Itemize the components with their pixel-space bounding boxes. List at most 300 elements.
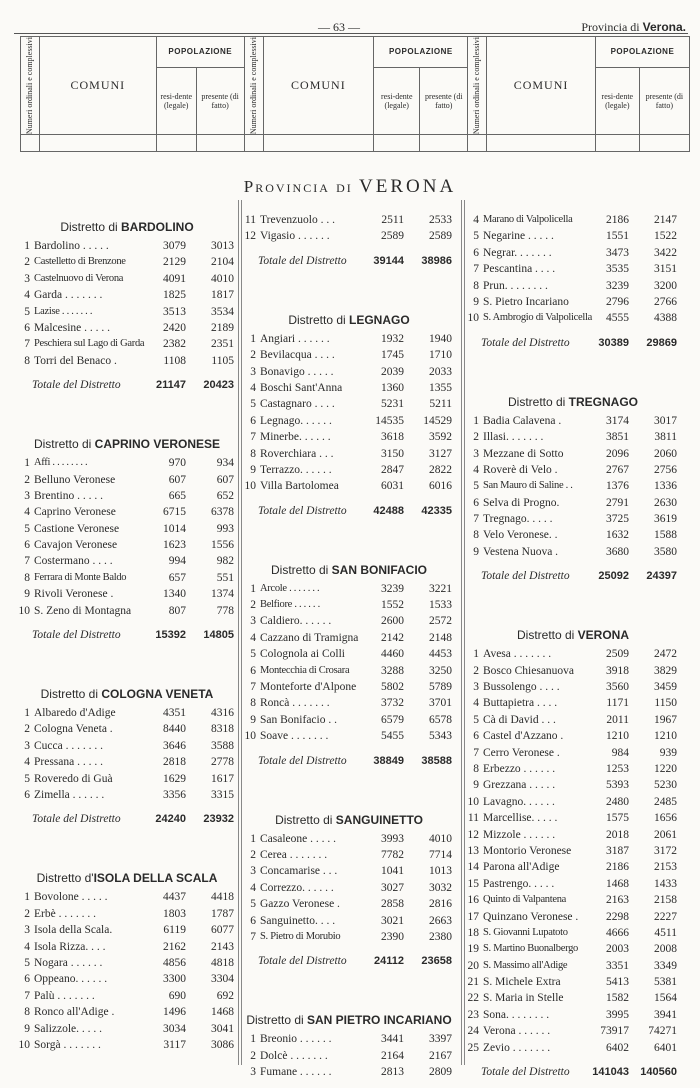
residente-value: 3300 <box>163 973 186 986</box>
district-prefix: Distretto di <box>516 628 578 643</box>
comune-row <box>18 355 236 371</box>
residente-value: 3560 <box>606 681 629 694</box>
comune-number: 1 <box>24 457 30 470</box>
district-gap <box>244 277 454 313</box>
district-prefix: Distretto d' <box>36 871 94 886</box>
presente-value: 2189 <box>211 321 234 334</box>
comune-name: Costermano . . . . <box>34 555 113 568</box>
comune-row <box>18 941 236 957</box>
comune-number: 4 <box>473 463 479 476</box>
comune-number: 2 <box>24 907 30 920</box>
district-total <box>244 255 454 273</box>
residente-value: 3239 <box>606 279 629 292</box>
residente-value: 3117 <box>163 1038 186 1051</box>
comune-name: Ronco all'Adige . <box>34 1006 115 1019</box>
comune-row <box>467 992 679 1008</box>
residente-value: 807 <box>168 604 186 617</box>
presente-value: 1374 <box>211 588 234 601</box>
comune-row <box>244 665 454 681</box>
comune-name: Verona . . . . . . <box>483 1025 551 1038</box>
presente-value: 1533 <box>429 599 452 612</box>
comune-number: 8 <box>473 762 479 775</box>
comune-number: 5 <box>250 398 256 411</box>
residente-value: 2818 <box>163 756 186 769</box>
comune-name: Vestena Nuova . <box>483 545 559 558</box>
comune-number: 8 <box>473 279 479 292</box>
comune-number: 5 <box>473 713 479 726</box>
residente-value: 3918 <box>606 664 629 677</box>
comune-name: Bosco Chiesanuova <box>483 664 575 677</box>
presente-value: 6016 <box>429 480 452 493</box>
presente-value: 2822 <box>429 463 452 476</box>
presente-value: 3127 <box>429 447 452 460</box>
comune-number: 5 <box>250 648 256 661</box>
comune-number: 3 <box>250 1066 256 1079</box>
residente-value: 2186 <box>606 214 629 226</box>
district-name: COLOGNA VENETA <box>101 687 214 702</box>
comune-row <box>244 1050 454 1066</box>
residente-value: 1632 <box>606 529 629 542</box>
comune-row <box>244 931 454 947</box>
comune-row <box>18 338 236 354</box>
residente-value: 2003 <box>606 943 629 956</box>
comune-name: S. Zeno di Montagna <box>34 604 132 617</box>
residente-value: 6031 <box>381 480 404 493</box>
comune-row <box>467 448 679 464</box>
comune-name: Montecchia di Crosara <box>260 664 350 676</box>
residente-value: 2480 <box>606 795 629 808</box>
presente-value: 5789 <box>429 681 452 694</box>
residente-value: 1340 <box>163 588 186 601</box>
comune-number: 1 <box>250 332 256 345</box>
presente-value: 1355 <box>429 381 452 394</box>
residente-value: 2390 <box>381 930 404 943</box>
presente-value: 692 <box>216 989 234 1002</box>
total-label: Totale del Distretto <box>258 504 347 517</box>
total-label: Totale del Distretto <box>258 754 347 767</box>
comune-name: Oppeano. . . . . . <box>34 973 108 986</box>
comune-number: 1 <box>250 832 256 845</box>
district-gap <box>244 527 454 563</box>
header-rule <box>14 33 688 34</box>
comune-row <box>244 349 454 365</box>
presente-value: 4818 <box>211 956 234 969</box>
residente-value: 3680 <box>606 545 629 558</box>
comune-name: Villa Bartolomea <box>260 480 339 493</box>
presente-value: 1220 <box>654 762 677 775</box>
residente-header: resi-dente (legale) <box>595 67 639 134</box>
presente-value: 1556 <box>211 539 234 552</box>
comune-row <box>244 632 454 648</box>
residente-value: 3725 <box>606 513 629 526</box>
comune-number: 8 <box>24 1006 30 1019</box>
comune-name: Ferrara di Monte Baldo <box>34 571 127 583</box>
comune-name: Erbezzo . . . . . . <box>483 762 556 775</box>
residente-value: 5802 <box>381 681 404 694</box>
comune-number: 8 <box>250 447 256 460</box>
comune-row <box>18 1023 236 1039</box>
presente-value: 993 <box>216 522 234 535</box>
comune-row <box>18 490 236 506</box>
district-name: LEGNAGO <box>349 312 410 327</box>
comune-number: 14 <box>467 861 479 874</box>
presente-value: 3017 <box>654 414 677 427</box>
residente-value: 2162 <box>163 940 186 953</box>
residente-value: 3732 <box>381 697 404 710</box>
presente-value: 4418 <box>211 891 234 904</box>
residente-value: 1253 <box>606 762 629 775</box>
comune-row <box>467 829 679 845</box>
presente-value: 2008 <box>654 943 677 956</box>
total-residente: 21147 <box>156 379 186 392</box>
comune-row <box>467 497 679 513</box>
presente-value: 2167 <box>429 1049 452 1062</box>
presente-value: 1967 <box>654 713 677 726</box>
comune-number: 9 <box>24 1022 30 1035</box>
presente-value: 3013 <box>211 240 234 252</box>
comune-name: Quinzano Veronese . <box>483 910 579 923</box>
presente-value: 2104 <box>211 256 234 269</box>
comune-row <box>244 714 454 730</box>
comune-number: 5 <box>473 230 479 243</box>
comune-row <box>244 448 454 464</box>
comune-number: 6 <box>24 321 30 334</box>
residente-value: 3356 <box>163 788 186 801</box>
comune-row <box>467 943 679 959</box>
comune-number: 8 <box>24 571 30 584</box>
comune-row <box>18 588 236 604</box>
total-presente: 42335 <box>421 504 452 517</box>
presente-value: 3619 <box>654 513 677 526</box>
residente-value: 1825 <box>163 289 186 302</box>
residente-value: 3513 <box>163 305 186 318</box>
presente-value: 2148 <box>429 631 452 644</box>
comune-name: Vigasio . . . . . . <box>260 230 330 243</box>
comune-number: 11 <box>244 214 256 226</box>
comune-name: Lazise . . . . . . . <box>34 305 93 317</box>
comune-row <box>467 296 679 312</box>
comune-number: 1 <box>24 891 30 904</box>
comune-number: 25 <box>467 1041 479 1054</box>
residente-value: 657 <box>168 571 186 584</box>
comune-number: 18 <box>467 926 479 939</box>
comune-name: Mizzole . . . . . . <box>483 828 556 841</box>
comune-row <box>467 845 679 861</box>
comune-row <box>244 882 454 898</box>
presente-value: 1210 <box>654 730 677 743</box>
residente-value: 5393 <box>606 779 629 792</box>
residente-value: 6715 <box>163 506 186 519</box>
residente-value: 2796 <box>606 295 629 308</box>
residente-value: 1582 <box>606 992 629 1005</box>
comune-row <box>467 464 679 480</box>
comune-name: Peschiera sul Lago di Garda <box>34 338 145 350</box>
residente-value: 1360 <box>381 381 404 394</box>
comune-number: 4 <box>24 289 30 302</box>
district-title <box>244 563 454 577</box>
comune-number: 3 <box>250 615 256 628</box>
presente-value: 3941 <box>654 1008 677 1021</box>
comune-number: 2 <box>250 349 256 362</box>
presente-value: 1564 <box>654 992 677 1005</box>
comune-row <box>467 415 679 431</box>
comune-name: Sona. . . . . . . . <box>483 1008 550 1021</box>
comune-number: 6 <box>24 539 30 552</box>
district-gap <box>467 592 679 628</box>
presente-value: 1710 <box>429 349 452 362</box>
comune-row <box>244 333 454 349</box>
column-divider <box>241 200 242 1065</box>
district-title <box>467 395 679 409</box>
presente-value: 2589 <box>429 230 452 243</box>
comune-number: 4 <box>473 697 479 710</box>
district-title <box>18 871 236 885</box>
presente-value: 3349 <box>654 959 677 972</box>
comune-row <box>467 529 679 545</box>
district-prefix: Distretto di <box>60 220 121 234</box>
comune-name: Minerbe. . . . . . <box>260 431 331 444</box>
presente-value: 4511 <box>654 926 677 939</box>
presente-value: 5230 <box>654 779 677 792</box>
comune-number: 6 <box>473 730 479 743</box>
residente-value: 665 <box>168 489 186 502</box>
comune-number: 8 <box>473 529 479 542</box>
comune-name: Brentino . . . . . <box>34 489 103 502</box>
comune-name: Castagnaro . . . . <box>260 398 335 411</box>
comune-name: Roverè di Velo . <box>483 463 558 476</box>
residente-value: 3187 <box>606 844 629 857</box>
comune-number: 2 <box>473 664 479 677</box>
presente-value: 6378 <box>211 506 234 519</box>
comune-name: Terrazzo. . . . . . <box>260 463 332 476</box>
ordinal-header <box>244 37 263 135</box>
comune-name: Bussolengo . . . . <box>483 681 560 694</box>
comune-row <box>467 681 679 697</box>
district-name: SANGUINETTO <box>335 812 423 827</box>
residente-value: 2420 <box>163 321 186 334</box>
comune-number: 6 <box>250 664 256 677</box>
comune-name: Zimella . . . . . . <box>34 788 105 801</box>
total-residente: 38849 <box>373 754 404 767</box>
running-head <box>0 20 700 34</box>
comune-row <box>467 648 679 664</box>
presente-value: 2380 <box>429 930 452 943</box>
comune-number: 6 <box>250 414 256 427</box>
comune-name: Castione Veronese <box>34 522 120 535</box>
comune-row <box>467 960 679 976</box>
presente-value: 2756 <box>654 463 677 476</box>
column-divider <box>461 200 462 1065</box>
presente-header: presente (di fatto) <box>420 67 468 134</box>
comune-row <box>467 1042 679 1058</box>
comune-number: 7 <box>250 681 256 694</box>
comune-name: Montorio Veronese <box>483 844 572 857</box>
presente-value: 1617 <box>211 772 234 785</box>
comune-row <box>467 763 679 779</box>
presente-value: 3041 <box>211 1022 234 1035</box>
comune-number: 7 <box>473 263 479 276</box>
residente-value: 3288 <box>381 664 404 677</box>
comune-row <box>467 214 679 230</box>
comune-name: Castelnuovo di Verona <box>34 272 124 284</box>
comune-name: Monteforte d'Alpone <box>260 681 357 694</box>
comune-row <box>244 1066 454 1082</box>
comune-name: Belluno Veronese <box>34 473 116 486</box>
total-presente: 38588 <box>421 754 452 767</box>
comune-name: Belfiore . . . . . . <box>260 599 320 611</box>
total-presente: 38986 <box>421 254 452 267</box>
comune-row <box>18 474 236 490</box>
comune-number: 5 <box>473 480 479 493</box>
presente-value: 1105 <box>211 354 234 367</box>
comune-name: Bovolone . . . . . <box>34 891 108 904</box>
total-residente: 24240 <box>155 813 186 826</box>
comune-row <box>467 812 679 828</box>
district-prefix: Distretto di <box>246 1013 307 1028</box>
residente-value: 2039 <box>381 365 404 378</box>
total-residente: 30389 <box>598 336 629 349</box>
residente-value: 4437 <box>163 891 186 904</box>
comune-name: Affi . . . . . . . . <box>34 457 88 469</box>
comune-name: Salizzole. . . . . <box>34 1022 103 1035</box>
comune-number: 5 <box>24 956 30 969</box>
comune-name: Lavagno. . . . . . <box>483 795 555 808</box>
district-name: BARDOLINO <box>121 220 194 234</box>
comune-row <box>18 322 236 338</box>
presente-value: 2033 <box>429 365 452 378</box>
presente-value: 2778 <box>211 756 234 769</box>
presente-value: 1656 <box>654 812 677 825</box>
district-total <box>467 337 679 355</box>
presente-value: 3221 <box>429 582 452 595</box>
comune-name: Sorgà . . . . . . . <box>34 1038 101 1051</box>
presente-value: 4010 <box>211 272 234 285</box>
comune-row <box>18 773 236 789</box>
residente-value: 4856 <box>163 956 186 969</box>
province-prefix: Provincia di <box>581 20 640 34</box>
comune-name: Isola Rizza. . . . <box>34 940 106 953</box>
comune-name: Badia Calavena . <box>483 414 562 427</box>
presente-value: 3592 <box>429 431 452 444</box>
comune-row <box>18 740 236 756</box>
comune-name: Pastrengo. . . . . <box>483 877 555 890</box>
residente-value: 1210 <box>606 730 629 743</box>
comune-name: S. Martino Buonalbergo <box>483 943 578 955</box>
presente-value: 4010 <box>429 832 452 845</box>
presente-value: 1013 <box>429 865 452 878</box>
presente-header: presente (di fatto) <box>196 67 244 134</box>
presente-value: 3422 <box>654 246 677 259</box>
residente-value: 1745 <box>381 349 404 362</box>
comune-name: Roverchiara . . . <box>260 447 334 460</box>
comune-name: Bardolino . . . . . <box>34 240 109 252</box>
comune-name: Cerro Veronese . <box>483 746 560 759</box>
comune-row <box>467 697 679 713</box>
residente-value: 2142 <box>381 631 404 644</box>
comune-row <box>18 924 236 940</box>
presente-value: 5343 <box>429 730 452 743</box>
district-total <box>18 629 236 647</box>
district-gap <box>18 401 236 437</box>
presente-value: 6401 <box>654 1041 677 1054</box>
comune-name: S. Michele Extra <box>483 976 561 989</box>
presente-value: 2630 <box>654 496 677 509</box>
district-name: SAN BONIFACIO <box>331 562 428 577</box>
residente-value: 6579 <box>381 713 404 726</box>
comune-name: Quinto di Valpantena <box>483 894 567 906</box>
comune-row <box>18 506 236 522</box>
residente-value: 4666 <box>606 926 629 939</box>
presente-value: 3397 <box>429 1033 452 1046</box>
comune-number: 22 <box>467 992 479 1005</box>
comune-name: Soave . . . . . . . <box>260 730 329 743</box>
residente-value: 1376 <box>606 480 629 493</box>
comune-number: 7 <box>24 555 30 568</box>
comune-number: 2 <box>24 473 30 486</box>
section-title-prefix: Provincia di <box>243 177 353 196</box>
comune-row <box>467 747 679 763</box>
total-presente: 23658 <box>421 955 452 968</box>
comune-name: Tregnago. . . . . <box>483 513 553 526</box>
presente-value: 3172 <box>654 844 677 857</box>
residente-value: 1468 <box>606 877 629 890</box>
comune-name: Pressana . . . . . <box>34 756 103 769</box>
residente-value: 3351 <box>606 959 629 972</box>
comune-name: Sanguinetto. . . . <box>260 914 336 927</box>
comune-number: 7 <box>250 431 256 444</box>
residente-value: 2018 <box>606 828 629 841</box>
comune-number: 11 <box>467 812 479 825</box>
residente-value: 3441 <box>381 1033 404 1046</box>
comune-number: 1 <box>473 648 479 661</box>
presente-value: 778 <box>216 604 234 617</box>
total-presente: 14805 <box>203 629 234 642</box>
comune-row <box>18 256 236 272</box>
district-title <box>467 628 679 642</box>
presente-value: 3200 <box>654 279 677 292</box>
presente-header: presente (di fatto) <box>639 67 689 134</box>
presente-value: 2572 <box>429 615 452 628</box>
residente-value: 1623 <box>163 539 186 552</box>
comune-number: 21 <box>467 976 479 989</box>
residente-value: 1171 <box>606 697 629 710</box>
comune-name: Breonio . . . . . . <box>260 1033 332 1046</box>
district-prefix: Distretto di <box>40 687 102 702</box>
residente-value: 2129 <box>163 256 186 269</box>
presente-value: 2485 <box>654 795 677 808</box>
residente-value: 3995 <box>606 1008 629 1021</box>
residente-value: 1014 <box>163 522 186 535</box>
residente-value: 5231 <box>381 398 404 411</box>
comune-name: Zevio . . . . . . . <box>483 1041 551 1054</box>
district-total <box>467 1066 679 1084</box>
residente-value: 984 <box>611 746 629 759</box>
residente-value: 2589 <box>381 230 404 243</box>
comune-row <box>18 990 236 1006</box>
comune-number: 10 <box>467 312 479 325</box>
comune-row <box>467 247 679 263</box>
comune-number: 8 <box>24 354 30 367</box>
district-prefix: Distretto di <box>288 312 349 327</box>
comune-number: 2 <box>250 848 256 861</box>
comune-name: Malcesine . . . . . <box>34 321 111 334</box>
comune-name: Garda . . . . . . . <box>34 289 103 302</box>
comune-name: Correzzo. . . . . . <box>260 881 334 894</box>
comune-number: 7 <box>473 513 479 526</box>
comune-name: Mezzane di Sotto <box>483 447 564 460</box>
comune-number: 12 <box>244 230 256 243</box>
presente-value: 4388 <box>654 312 677 325</box>
